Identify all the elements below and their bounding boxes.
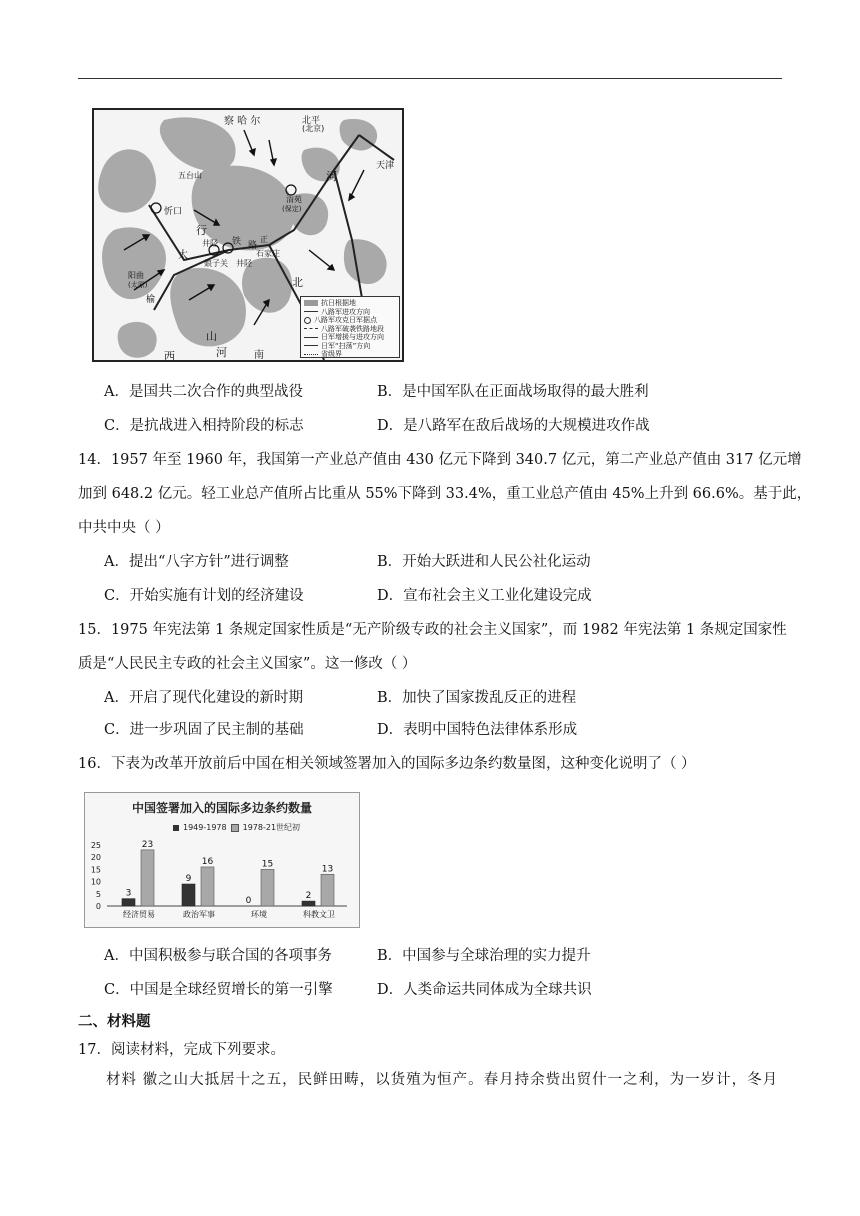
battle-map [92, 108, 404, 362]
legend-swatch-rail [304, 328, 318, 329]
category-label: 经济贸易 [123, 910, 155, 919]
map-label-yu: 榆 [146, 295, 156, 305]
legend-swatch-border [304, 354, 318, 355]
y-tick-label: 0 [95, 902, 101, 911]
y-tick-label: 15 [90, 865, 101, 875]
chart-title: 中国签署加入的国际多边条约数量 [131, 801, 312, 815]
map-label-shijiazhuang: 石家庄 [256, 249, 280, 258]
q14-stem-line3: 中共中央（ ） [78, 520, 170, 536]
map-label-tie: 铁 [232, 237, 242, 247]
q16-option-c: C．中国是全球经贸增长的第一引擎 [104, 982, 333, 998]
q14-stem-line1: 14．1957 年至 1960 年，我国第一产业总产值由 430 亿元下降到 340.7 亿元，第二产业总产值由 317 亿元增 [78, 452, 802, 468]
legend-series-1: 1949-1978 [183, 823, 227, 832]
chart-plot [85, 793, 359, 927]
legend-label: 八路军攻克日军据点 [314, 316, 377, 324]
category-label: 环境 [251, 910, 267, 919]
header-rule [78, 78, 782, 79]
map-label-bei: 北 [292, 276, 303, 289]
bar [122, 899, 135, 906]
q16-option-b: B．中国参与全球治理的实力提升 [377, 948, 591, 964]
bar [302, 901, 315, 906]
legend-series-2: 1978-21世纪初 [242, 823, 301, 832]
q17-material: 材料 徽之山大抵居十之五，民鲜田畴，以货殖为恒产。春月持余赀出贸什一之利，为一岁计，冬月 [106, 1072, 779, 1088]
legend-label: 日军“扫荡”方向 [321, 341, 371, 350]
map-label-xinkou: 忻口 [164, 207, 183, 217]
map-label-baoding: (保定) [282, 205, 302, 213]
data-label: 3 [125, 888, 132, 899]
map-label-hebei-river: 河 [216, 346, 227, 359]
data-label: 15 [261, 859, 274, 870]
map-label-zheng: 正 [260, 235, 268, 244]
legend-swatch-japan [304, 337, 318, 338]
q16-stem-line1: 16．下表为改革开放前后中国在相关领域签署加入的国际多边条约数量图，这种变化说明了（ ） [78, 756, 696, 772]
q13-option-d: D．是八路军在敌后战场的大规模进攻作战 [377, 418, 650, 434]
bar [321, 874, 334, 906]
map-label-he: 河 [326, 170, 337, 183]
map-label-jingxing2: 井陉 [236, 259, 252, 268]
bar [261, 869, 274, 906]
y-tick-label: 5 [95, 889, 101, 899]
category-label: 科教文卫 [303, 910, 335, 919]
data-label: 16 [201, 856, 214, 867]
legend-label: 八路军破袭铁路地段 [321, 324, 384, 333]
bar [201, 867, 214, 906]
data-label: 9 [185, 874, 192, 885]
map-label-xi: 西 [164, 350, 175, 362]
q13-option-b: B．是中国军队在正面战场取得的最大胜利 [377, 384, 649, 400]
map-label-tai: 太 [178, 250, 188, 261]
data-label: 2 [305, 891, 312, 902]
q16-option-d: D．人类命运共同体成为全球共识 [377, 982, 592, 998]
legend-swatch-base [304, 300, 318, 306]
bar [141, 850, 154, 906]
q15-option-a: A．开启了现代化建设的新时期 [104, 690, 303, 706]
data-label: 13 [321, 864, 334, 875]
map-label-hang: 行 [196, 224, 207, 237]
legend-label: 日军增援与进攻方向 [321, 333, 384, 341]
map-label-jingxing: 井陉 [202, 239, 218, 248]
bar [182, 884, 195, 906]
section-heading: 二、材料题 [78, 1013, 151, 1030]
map-label-niangziguan: 娘子关 [204, 259, 228, 268]
map-label-beiping: 北平 [302, 116, 321, 126]
map-label-chahar: 察 哈 尔 [224, 116, 261, 127]
map-label-nan: 南 [254, 350, 264, 361]
map-label-lu: 路 [248, 241, 258, 251]
legend-swatch-attack [304, 311, 318, 312]
legend-label: 八路军进攻方向 [321, 307, 370, 316]
q14-option-d: D．宣布社会主义工业化建设完成 [377, 588, 592, 604]
q15-option-d: D．表明中国特色法律体系形成 [377, 722, 578, 738]
q14-option-c: C．开始实施有计划的经济建设 [104, 588, 304, 604]
q15-option-c: C．进一步巩固了民主制的基础 [104, 722, 304, 738]
map-label-qingyuan: 清苑 [286, 195, 302, 204]
q14-stem-line2: 加到 648.2 亿元。轻工业总产值所占比重从 55%下降到 33.4%，重工业总产值由 45%上升到 66.6%。基于此， [78, 486, 812, 502]
category-label: 政治军事 [183, 910, 215, 919]
q13-option-c: C．是抗战进入相持阶段的标志 [104, 418, 304, 434]
y-tick-label: 10 [90, 877, 101, 887]
q15-stem-line1: 15．1975 年宪法第 1 条规定国家性质是“无产阶级专政的社会主义国家”，而 1982 年宪法第 1 条规定国家性 [78, 622, 787, 638]
map-label-yangqu: 阳曲 [128, 271, 144, 280]
data-label: 0 [245, 896, 252, 906]
q15-stem-line2: 质是“人民民主专政的社会主义国家”。这一修改（ ） [78, 656, 417, 672]
q14-option-a: A．提出“八字方针”进行调整 [104, 554, 289, 570]
map-label-wutaishan: 五台山 [178, 171, 202, 180]
legend-label: 省级界 [321, 350, 342, 358]
map-label-beiping-sub: (北京) [302, 124, 325, 133]
data-label: 23 [141, 839, 154, 850]
map-label-shan: 山 [206, 330, 217, 343]
q13-option-a: A．是国共二次合作的典型战役 [104, 384, 303, 400]
map-label-tianjin: 天津 [376, 161, 395, 171]
q16-option-a: A．中国积极参与联合国的各项事务 [104, 948, 332, 964]
q14-option-b: B．开始大跃进和人民公社化运动 [377, 554, 591, 570]
map-legend [300, 296, 400, 358]
y-tick-label: 25 [90, 841, 101, 850]
legend-swatch-sweep [304, 345, 318, 346]
q15-option-b: B．加快了国家拨乱反正的进程 [377, 690, 577, 706]
map-label-taiyuan: (太原) [128, 281, 148, 289]
legend-label: 抗日根据地 [321, 299, 356, 307]
q17-stem: 17．阅读材料，完成下列要求。 [78, 1042, 285, 1058]
y-tick-label: 20 [90, 853, 101, 863]
treaty-chart [84, 792, 360, 928]
legend-swatch-capture [304, 317, 311, 324]
